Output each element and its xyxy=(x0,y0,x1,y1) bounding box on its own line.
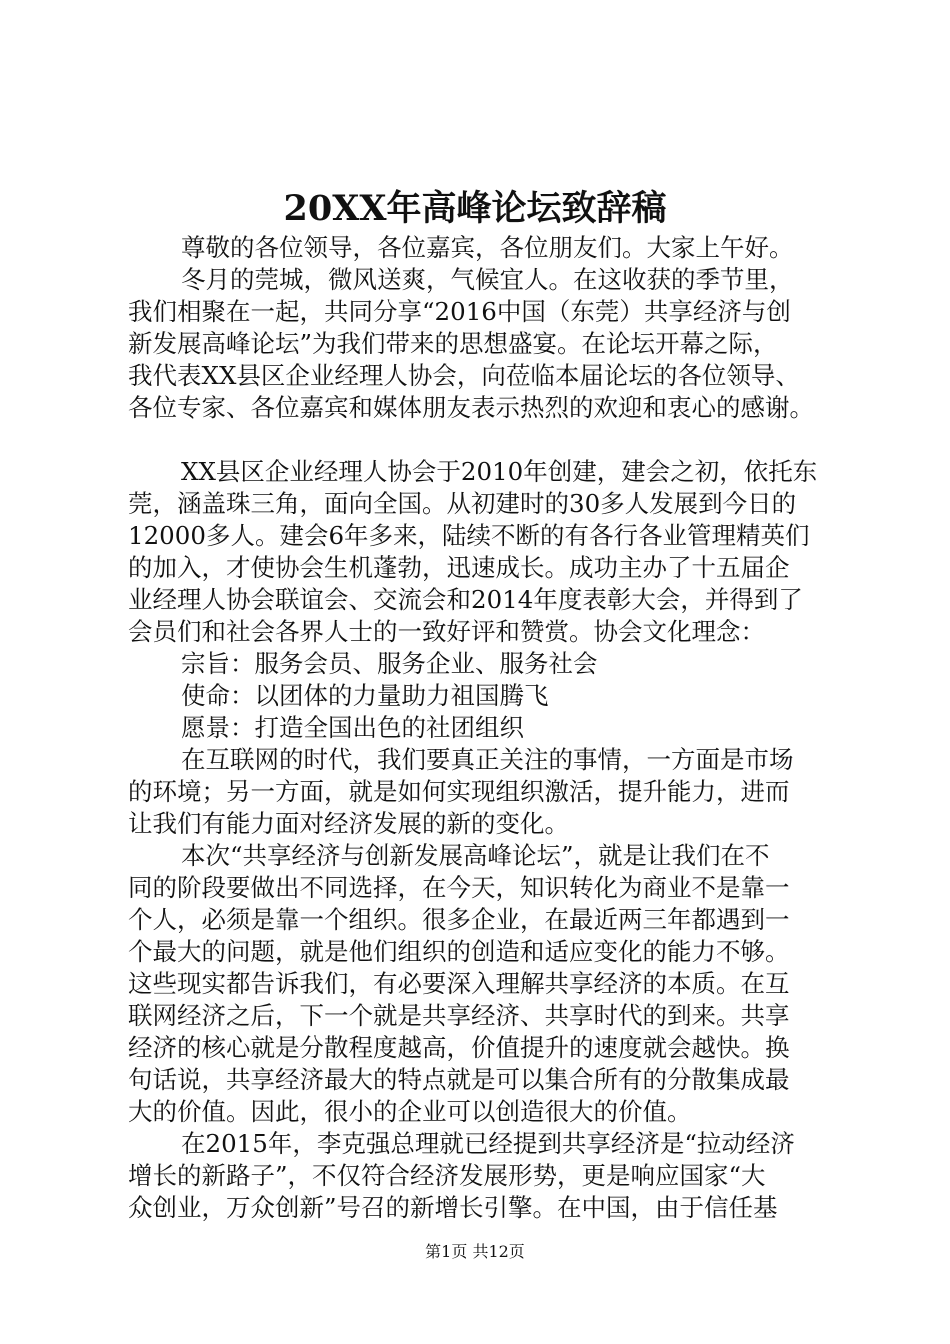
body-line: 12000多人。建会6年多来，陆续不断的有各行各业管理精英们 xyxy=(128,521,810,550)
body-line: 业经理人协会联谊会、交流会和2014年度表彰大会，并得到了 xyxy=(128,585,803,614)
body-line: XX县区企业经理人协会于2010年创建，建会之初，依托东 xyxy=(181,457,818,486)
body-line: 的环境；另一方面，就是如何实现组织激活，提升能力，进而 xyxy=(128,777,790,806)
body-line: 增长的新路子”，不仅符合经济发展形势，更是响应国家“大 xyxy=(128,1161,766,1190)
body-line: 在2015年，李克强总理就已经提到共享经济是“拉动经济 xyxy=(181,1129,795,1158)
body-line: 句话说，共享经济最大的特点就是可以集合所有的分散集成最 xyxy=(128,1065,790,1094)
document-body xyxy=(128,232,838,1224)
body-line: 愿景：打造全国出色的社团组织 xyxy=(181,713,524,742)
paragraph-gap xyxy=(128,424,838,456)
body-line: 新发展高峰论坛”为我们带来的思想盛宴。在论坛开幕之际， xyxy=(128,329,778,358)
body-line: 本次“共享经济与创新发展高峰论坛”，就是让我们在不 xyxy=(181,841,770,870)
body-line: 的加入，才使协会生机蓬勃，迅速成长。成功主办了十五届企 xyxy=(128,553,790,582)
body-line: 冬月的莞城，微风送爽，气候宜人。在这收获的季节里， xyxy=(181,265,794,294)
body-line: 在互联网的时代，我们要真正关注的事情，一方面是市场 xyxy=(181,745,794,774)
document-title: 20XX年高峰论坛致辞稿 xyxy=(283,188,667,229)
body-line: 个人，必须是靠一个组织。很多企业，在最近两三年都遇到一 xyxy=(128,905,790,934)
body-line: 个最大的问题，就是他们组织的创造和适应变化的能力不够。 xyxy=(128,937,790,966)
body-line: 这些现实都告诉我们，有必要深入理解共享经济的本质。在互 xyxy=(128,969,790,998)
body-line: 尊敬的各位领导，各位嘉宾，各位朋友们。大家上午好。 xyxy=(181,233,794,262)
body-line: 我代表XX县区企业经理人协会，向莅临本届论坛的各位领导、 xyxy=(128,361,800,390)
body-line: 各位专家、各位嘉宾和媒体朋友表示热烈的欢迎和衷心的感谢。 xyxy=(128,393,814,422)
page-footer: 第1页 共12页 xyxy=(425,1242,525,1261)
body-line: 莞，涵盖珠三角，面向全国。从初建时的30多人发展到今日的 xyxy=(128,489,797,518)
body-line: 我们相聚在一起，共同分享“2016中国（东莞）共享经济与创 xyxy=(128,297,791,326)
body-line: 众创业，万众创新”号召的新增长引擎。在中国，由于信任基 xyxy=(128,1193,778,1222)
body-line: 让我们有能力面对经济发展的新的变化。 xyxy=(128,809,569,838)
body-line: 联网经济之后，下一个就是共享经济、共享时代的到来。共享 xyxy=(128,1001,790,1030)
body-line: 经济的核心就是分散程度越高，价值提升的速度就会越快。换 xyxy=(128,1033,790,1062)
body-line: 会员们和社会各界人士的一致好评和赞赏。协会文化理念： xyxy=(128,617,765,646)
body-line: 大的价值。因此，很小的企业可以创造很大的价值。 xyxy=(128,1097,692,1126)
body-line: 宗旨：服务会员、服务企业、服务社会 xyxy=(181,649,598,678)
body-line: 同的阶段要做出不同选择，在今天，知识转化为商业不是靠一 xyxy=(128,873,790,902)
body-line: 使命：以团体的力量助力祖国腾飞 xyxy=(181,681,549,710)
